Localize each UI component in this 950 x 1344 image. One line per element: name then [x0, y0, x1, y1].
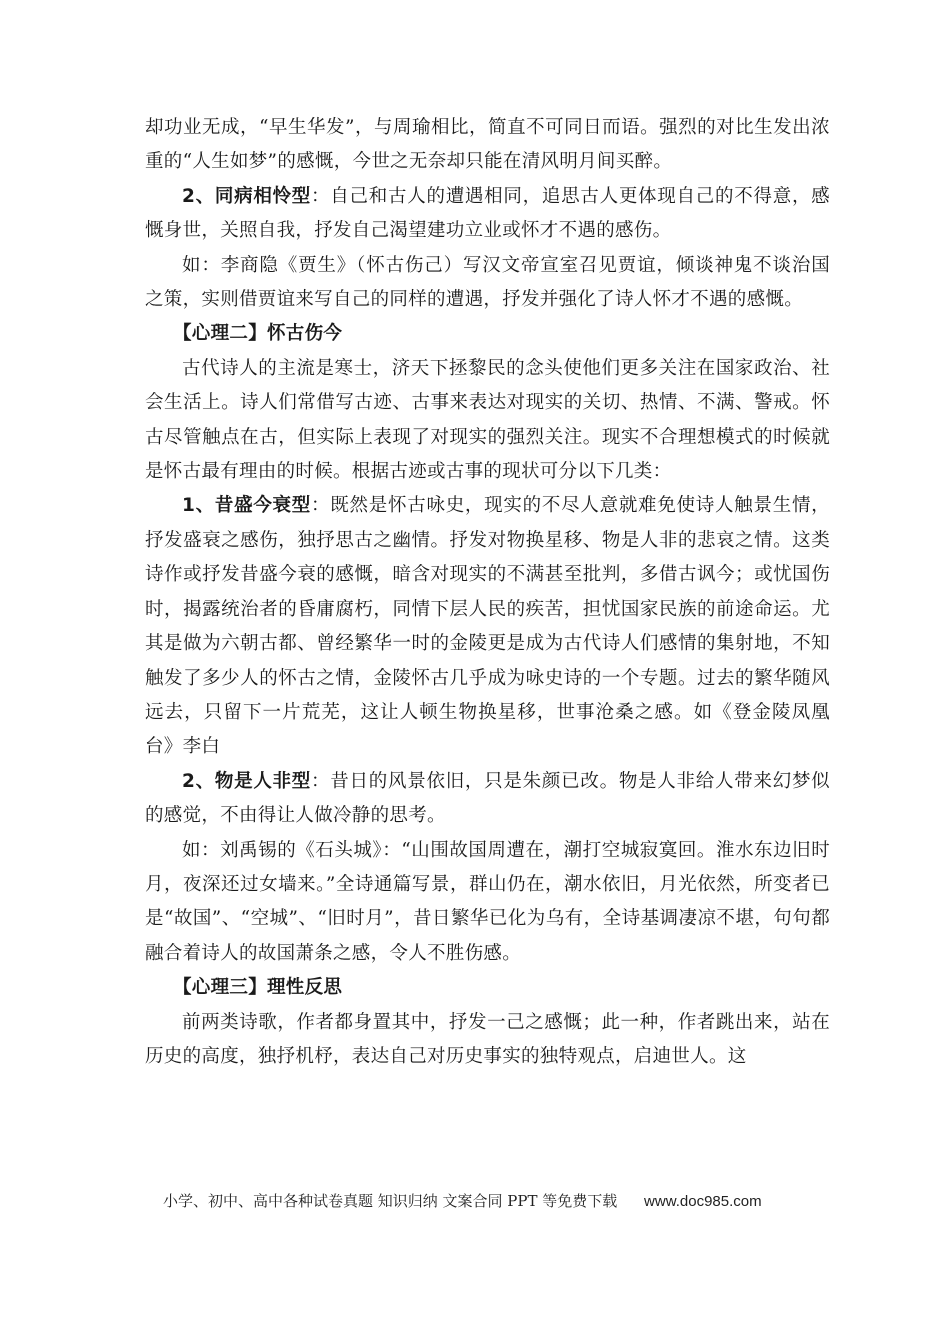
paragraph-label: 2、物是人非型 [182, 770, 312, 792]
section-heading-psychology-3: 【心理三】理性反思 [173, 977, 343, 999]
page-footer [163, 1190, 863, 1213]
paragraph-text: ：既然是怀古咏史，现实的不尽人意就难免使诗人触景生情，抒发盛衰之感伤，独抒思古之幽情。抒发对物换星移、物是人非的悲哀之情。这类诗作或抒发昔盛今衰的感慨，暗含对现实的不满甚至批判，多借古讽今；或忧国伤时，揭露统治者的昏庸腐朽，同情下层人民的疾苦，担忧国家民族的前途命运。尤其是做为六朝古都、曾经繁华一时的金陵更是成为古代诗人们感情的集射地，不知触发了多少人的怀古之情，金陵怀古几乎成为咏史诗的一个专题。过去的繁华随风远去，只留下一片荒芜，这让人顿生物换星移，世事沧桑之感。如《登金陵凤凰台》李白 [145, 495, 830, 758]
paragraph-type-2-fellow-suffering [145, 180, 830, 249]
paragraph-text: 却功业无成，“早生华发”，与周瑜相比，简直不可同日而语。强烈的对比生发出浓重的“人生如梦”的感慨，今世之无奈却只能在清风明月间买醉。 [145, 117, 830, 173]
paragraph-example-jiasheng [145, 249, 830, 318]
footer-text: 小学、初中、高中各种试卷真题 知识归纳 文案合同 PPT 等免费下载 [163, 1192, 618, 1210]
paragraph-text: 古代诗人的主流是寒士，济天下拯黎民的念头使他们更多关注在国家政治、社会生活上。诗人们常借写古迹、古事来表达对现实的关切、热情、不满、警戒。怀古尽管触点在古，但实际上表现了对现实的强烈关注。现实不合理想模式的时候就是怀古最有理由的时候。根据古迹或古事的现状可分以下几类： [145, 357, 830, 483]
paragraph-text: 前两类诗歌，作者都身置其中，抒发一己之感慨；此一种，作者跳出来，站在历史的高度，独抒机杼，表达自己对历史事实的独特观点，启迪世人。这 [145, 1011, 830, 1067]
paragraph-text: ：昔日的风景依旧，只是朱颜已改。物是人非给人带来幻梦似的感觉，不由得让人做冷静的思考。 [145, 770, 830, 827]
paragraph-example-shitoucheng [145, 834, 830, 972]
paragraph-type-2-things-same-people-changed [145, 765, 830, 834]
paragraph-label: 2、同病相怜型 [182, 185, 312, 207]
paragraph-text: ：自己和古人的遭遇相同，追思古人更体现自己的不得意，感慨身世，关照自我，抒发自己渴望建功立业或怀才不遇的感伤。 [145, 185, 830, 242]
paragraph-intro-psychology-2 [145, 352, 830, 490]
paragraph-text: 如：刘禹锡的《石头城》：“山围故国周遭在，潮打空城寂寞回。淮水东边旧时月，夜深还过女墙来。”全诗通篇写景，群山仍在，潮水依旧，月光依然，所变者已是“故国”、“空城”、“旧时月”，昔日繁华已化为乌有，全诗基调凄凉不堪，句句都融合着诗人的故国萧条之感，令人不胜伤感。 [145, 839, 830, 964]
paragraph-continuation [145, 111, 830, 180]
paragraph-type-1-prosperity-decline [145, 489, 830, 764]
paragraph-intro-psychology-3 [145, 1006, 830, 1075]
paragraph-text: 如：李商隐《贾生》（怀古伤己）写汉文帝宣室召见贾谊，倾谈神鬼不谈治国之策，实则借贾谊来写自己的同样的遭遇，抒发并强化了诗人怀才不遇的感慨。 [145, 254, 830, 311]
footer-url-link[interactable]: www.doc985.com [644, 1193, 762, 1210]
document-body [145, 111, 830, 1074]
section-heading-psychology-2: 【心理二】怀古伤今 [173, 323, 343, 345]
paragraph-label: 1、昔盛今衰型 [182, 495, 312, 517]
